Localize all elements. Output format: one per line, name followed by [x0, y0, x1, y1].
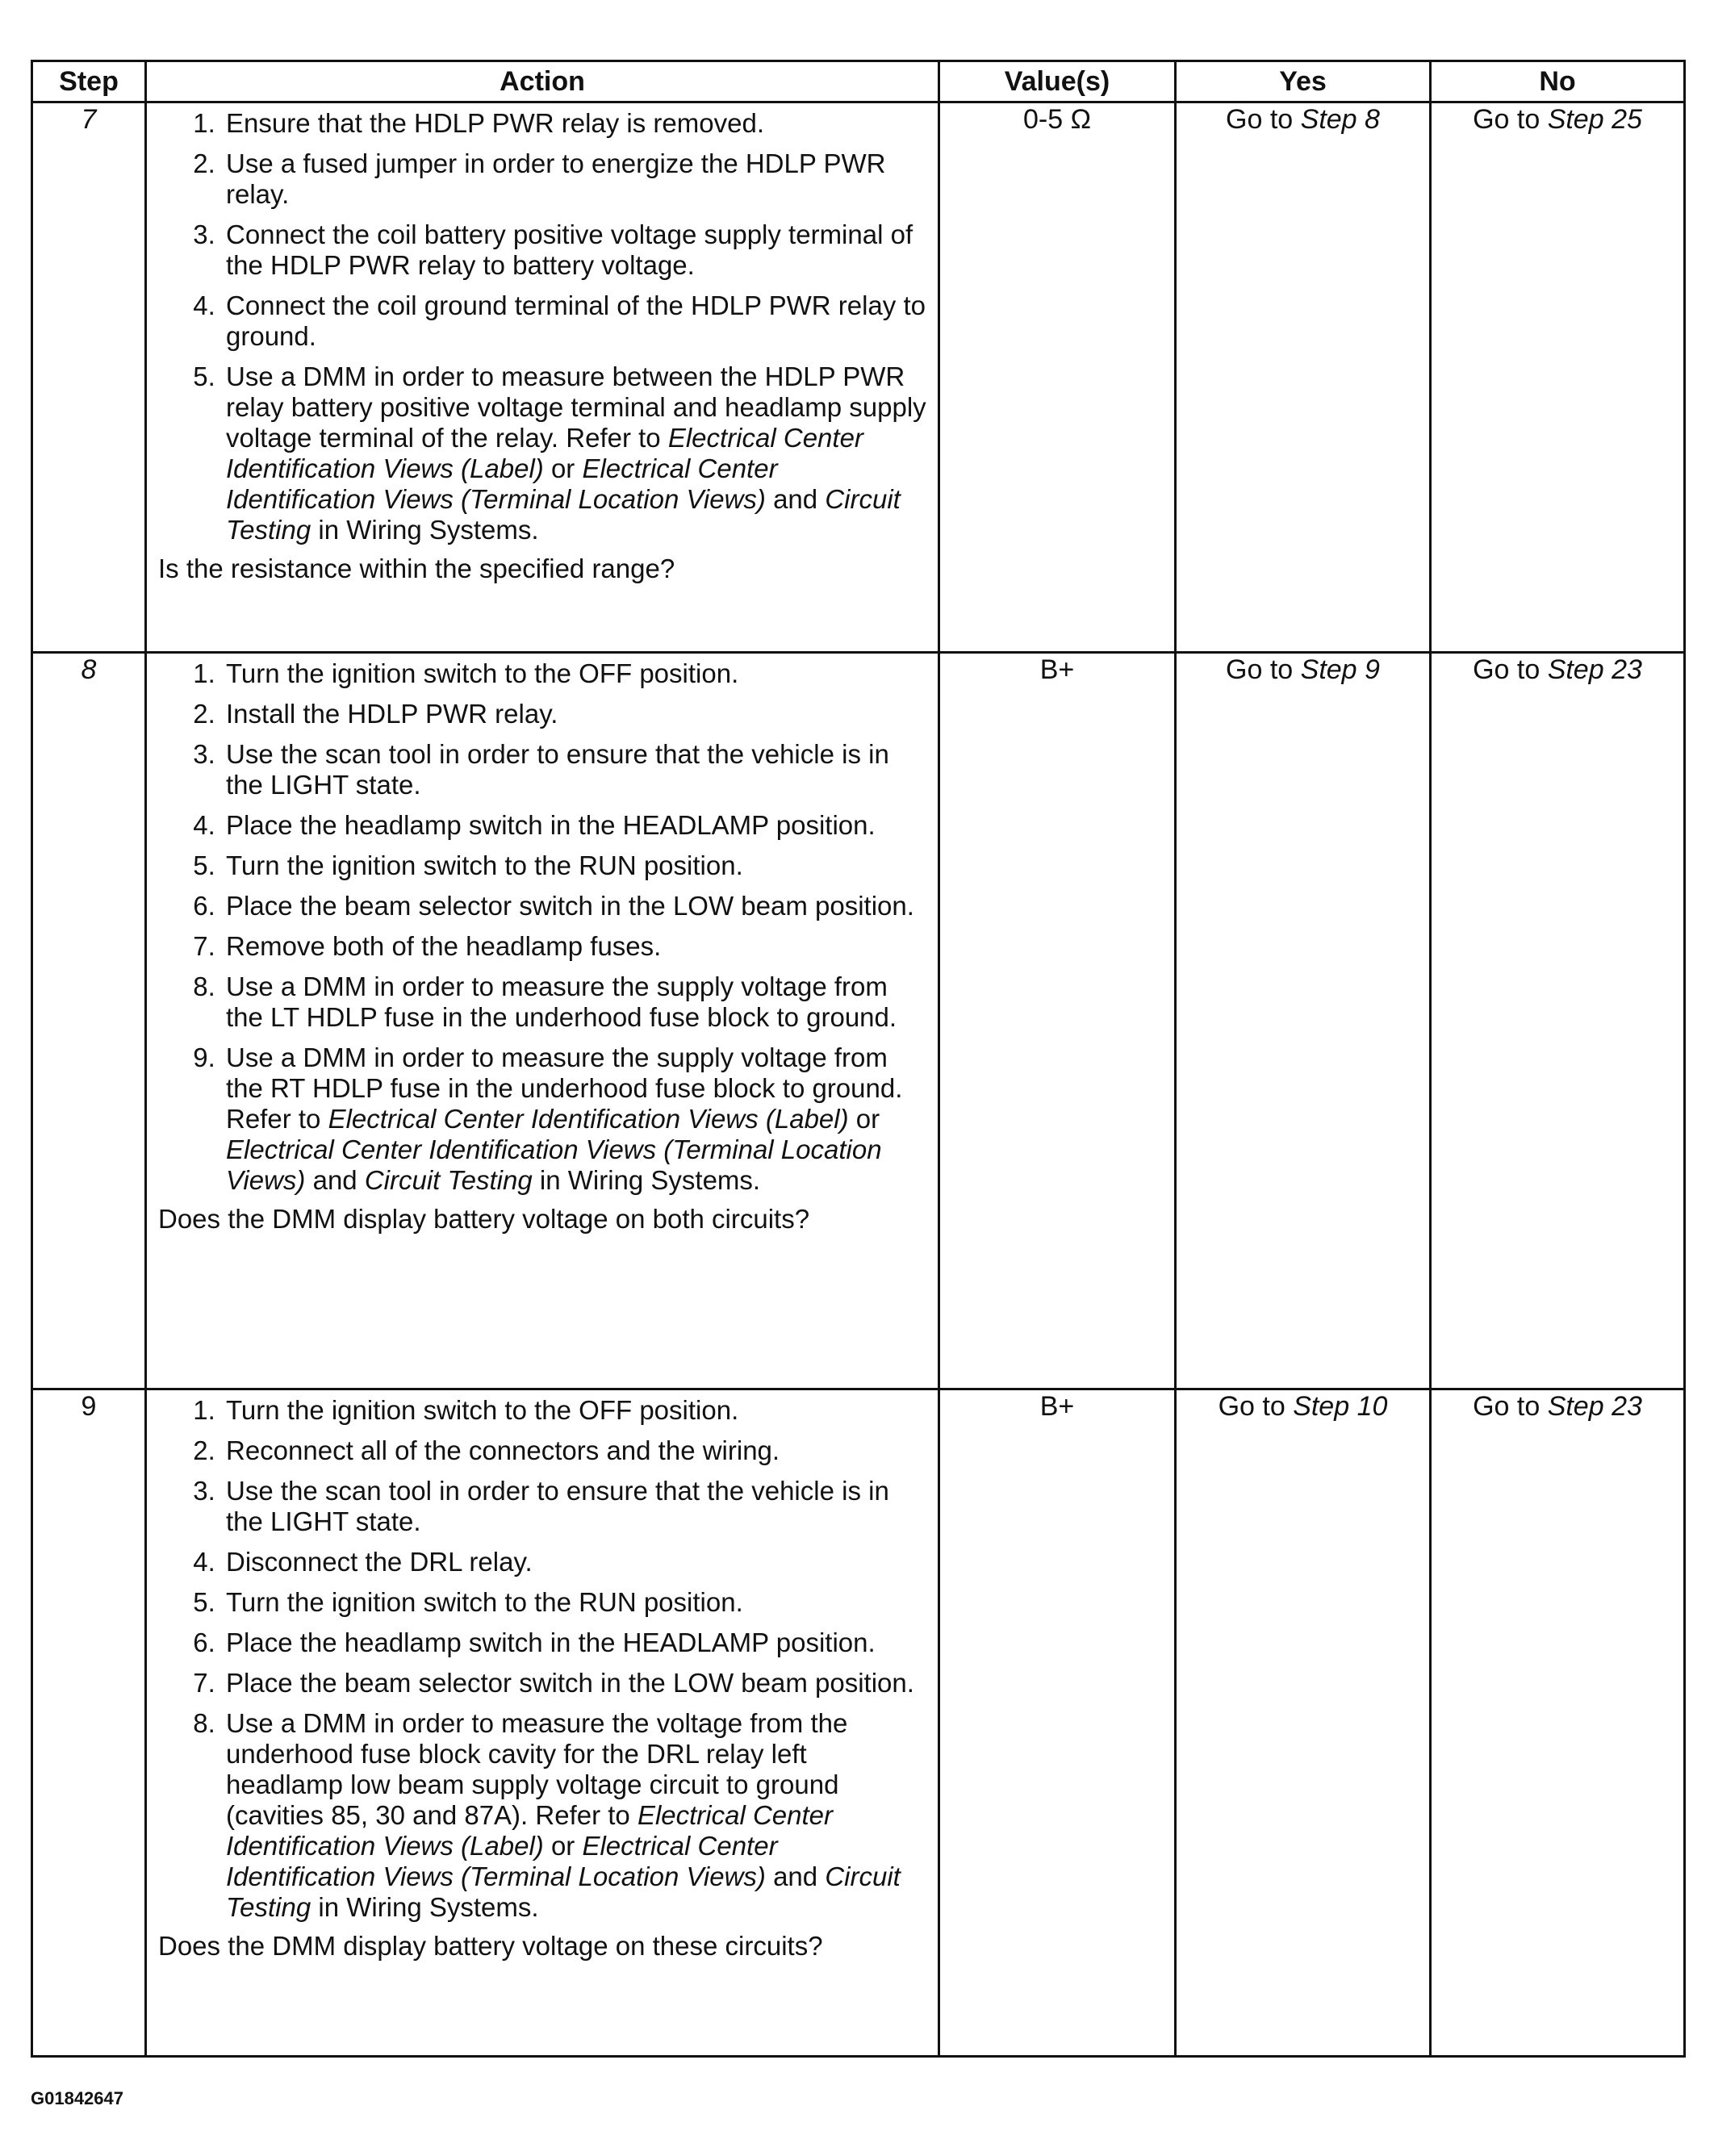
reference-link-text: Circuit Testing [226, 1861, 901, 1922]
instruction-text: Disconnect the DRL relay. [226, 1547, 533, 1577]
no-cell [1431, 1389, 1685, 2057]
table-body [32, 102, 1685, 2057]
no-goto-text: Go to [1473, 104, 1548, 135]
figure-id: G01842647 [31, 2088, 123, 2108]
instruction-item [223, 290, 928, 352]
value-cell: B+ [939, 653, 1176, 1389]
instruction-text: Connect the coil battery positive voltage supply terminal of the HDLP PWR relay to battery voltage. [226, 219, 913, 280]
instruction-item [223, 1587, 928, 1618]
action-cell [146, 102, 939, 653]
yes-step-reference: Step 9 [1300, 654, 1380, 685]
header-yes: Yes [1176, 61, 1431, 102]
instruction-item [223, 891, 928, 921]
instruction-item [223, 699, 928, 729]
reference-link-text: Electrical Center Identification Views (Label) [226, 423, 863, 483]
no-step-reference: Step 23 [1547, 654, 1642, 685]
no-goto-text: Go to [1473, 654, 1548, 685]
instruction-text: Place the headlamp switch in the HEADLAMP position. [226, 1627, 876, 1657]
instruction-text: or [848, 1104, 880, 1134]
instruction-text: in Wiring Systems. [532, 1165, 761, 1195]
instruction-item [223, 148, 928, 210]
instruction-text: Place the beam selector switch in the LOW beam position. [226, 891, 914, 921]
yes-cell [1176, 102, 1431, 653]
instruction-text: Use a fused jumper in order to energize the HDLP PWR relay. [226, 148, 886, 209]
instruction-item [223, 850, 928, 881]
instruction-text: Use a DMM in order to measure the supply voltage from the RT HDLP fuse in the underhood fuse block to ground. Refer to [226, 1042, 903, 1134]
reference-link-text: Electrical Center Identification Views (Label) [226, 1800, 834, 1861]
action-cell [146, 1389, 939, 2057]
instruction-text: Turn the ignition switch to the OFF position. [226, 658, 739, 688]
instruction-text: in Wiring Systems. [311, 1892, 539, 1922]
instruction-item [223, 810, 928, 841]
instruction-text: or [543, 1831, 583, 1861]
question-text: Is the resistance within the specified range? [158, 554, 675, 583]
instruction-text: Remove both of the headlamp fuses. [226, 931, 662, 961]
action-cell [146, 653, 939, 1389]
reference-link-text: Electrical Center Identification Views (Terminal Location Views) [226, 453, 778, 514]
instruction-text: or [543, 453, 583, 483]
header-values: Value(s) [939, 61, 1176, 102]
no-cell [1431, 653, 1685, 1389]
instruction-list [160, 658, 928, 1196]
instruction-list [160, 1395, 928, 1923]
instruction-text: Reconnect all of the connectors and the wiring. [226, 1435, 780, 1465]
diagnostic-table [31, 60, 1686, 2058]
instruction-text: and [765, 1861, 826, 1891]
reference-link-text: Electrical Center Identification Views (Terminal Location Views) [226, 1831, 778, 1891]
value-cell: B+ [939, 1389, 1176, 2057]
yes-step-reference: Step 8 [1300, 104, 1380, 135]
instruction-text: Turn the ignition switch to the RUN position. [226, 850, 743, 880]
table-row [32, 653, 1685, 1389]
table-row [32, 1389, 1685, 2057]
instruction-text: Place the beam selector switch in the LOW beam position. [226, 1668, 914, 1698]
yes-cell [1176, 653, 1431, 1389]
instruction-text: Use a DMM in order to measure between the HDLP PWR relay battery positive voltage terminal and headlamp supply voltage terminal of the relay. Refer to [226, 361, 926, 453]
yes-step-reference: Step 10 [1293, 1391, 1388, 1422]
table-row [32, 102, 1685, 653]
instruction-text: Use the scan tool in order to ensure that the vehicle is in the LIGHT state. [226, 739, 889, 800]
table-header [32, 61, 1685, 102]
header-no: No [1431, 61, 1685, 102]
instruction-item [223, 1042, 928, 1196]
no-goto-text: Go to [1473, 1391, 1548, 1422]
yes-goto-text: Go to [1218, 1391, 1294, 1422]
instruction-item [223, 1668, 928, 1698]
value-cell: 0-5 Ω [939, 102, 1176, 653]
instruction-item [223, 1708, 928, 1923]
instruction-item [223, 658, 928, 689]
no-step-reference: Step 25 [1547, 104, 1642, 135]
instruction-text: and [765, 484, 826, 514]
instruction-item [223, 1435, 928, 1466]
instruction-item [223, 1476, 928, 1537]
yes-cell [1176, 1389, 1431, 2057]
instruction-item [223, 1395, 928, 1426]
no-step-reference: Step 23 [1547, 1391, 1642, 1422]
instruction-text: Use the scan tool in order to ensure that the vehicle is in the LIGHT state. [226, 1476, 889, 1536]
reference-link-text: Circuit Testing [364, 1165, 533, 1195]
question-text: Does the DMM display battery voltage on these circuits? [158, 1931, 823, 1961]
instruction-text: Place the headlamp switch in the HEADLAMP position. [226, 810, 876, 840]
instruction-item [223, 108, 928, 139]
step-number: 7 [32, 102, 146, 653]
instruction-item [223, 971, 928, 1033]
question-text: Does the DMM display battery voltage on both circuits? [158, 1204, 810, 1234]
reference-link-text: Electrical Center Identification Views (Label) [328, 1104, 849, 1134]
instruction-item [223, 219, 928, 281]
instruction-text: and [305, 1165, 365, 1195]
instruction-text: Turn the ignition switch to the OFF position. [226, 1395, 739, 1425]
instruction-text: Turn the ignition switch to the RUN position. [226, 1587, 743, 1617]
no-cell [1431, 102, 1685, 653]
reference-link-text: Electrical Center Identification Views (Terminal Location Views) [226, 1134, 882, 1195]
instruction-text: Connect the coil ground terminal of the HDLP PWR relay to ground. [226, 290, 926, 351]
instruction-text: Install the HDLP PWR relay. [226, 699, 558, 729]
instruction-item [223, 931, 928, 962]
instruction-text: in Wiring Systems. [311, 515, 539, 545]
instruction-item [223, 1627, 928, 1658]
step-number: 8 [32, 653, 146, 1389]
instruction-text: Use a DMM in order to measure the supply voltage from the LT HDLP fuse in the underhood fuse block to ground. [226, 971, 897, 1032]
instruction-text: Use a DMM in order to measure the voltage from the underhood fuse block cavity for the DRL relay left headlamp low beam supply voltage circuit to ground (cavities 85, 30 and 87A). Refer to [226, 1708, 848, 1830]
yes-goto-text: Go to [1226, 104, 1301, 135]
instruction-item [223, 1547, 928, 1577]
reference-link-text: Circuit Testing [226, 484, 901, 545]
instruction-item [223, 361, 928, 545]
header-step: Step [32, 61, 146, 102]
instruction-text: Ensure that the HDLP PWR relay is removed. [226, 108, 764, 138]
instruction-item [223, 739, 928, 800]
instruction-list [160, 108, 928, 545]
yes-goto-text: Go to [1226, 654, 1301, 685]
header-action: Action [146, 61, 939, 102]
step-number: 9 [32, 1389, 146, 2057]
